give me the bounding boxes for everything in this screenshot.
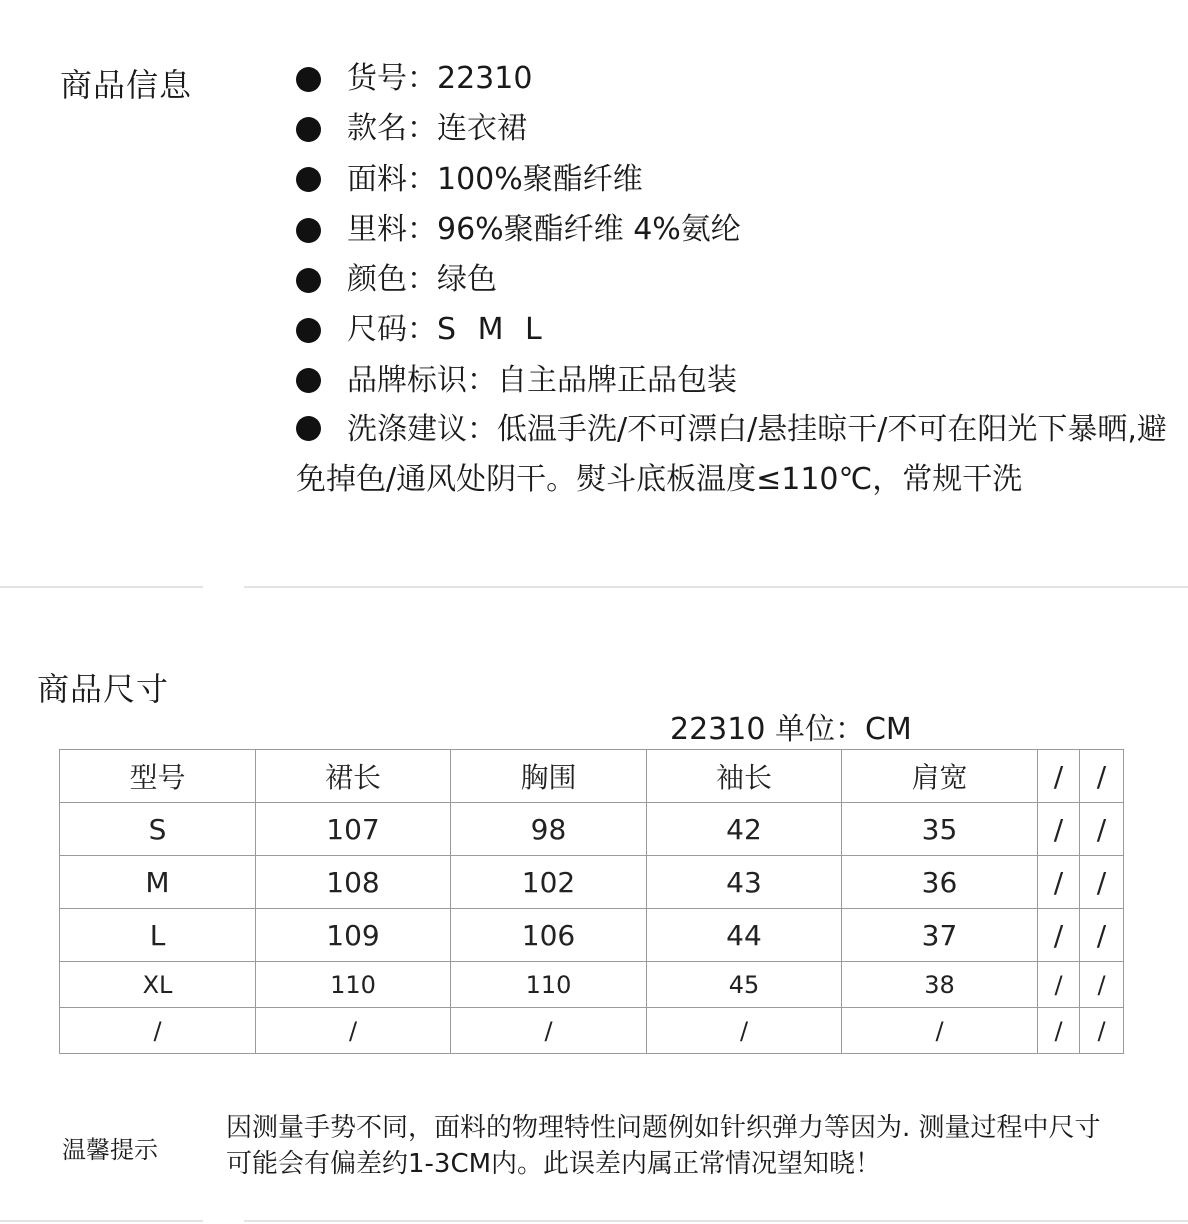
info-value: 自主品牌正品包装 [497,362,737,398]
info-item [296,104,1176,154]
table-cell: / [256,1008,451,1054]
table-row [60,962,1124,1008]
section-divider [244,1220,1188,1222]
info-value: 96%聚酯纤维 4%氨纶 [437,211,741,247]
table-cell: / [647,1008,842,1054]
table-cell: / [1038,962,1080,1008]
table-cell: / [842,1008,1038,1054]
info-label: 颜色 ： [347,255,437,305]
table-cell: / [1080,909,1124,962]
table-cell: 109 [256,909,451,962]
table-cell: 45 [647,962,842,1008]
table-cell: / [1038,803,1080,856]
table-cell: 36 [842,856,1038,909]
tip-label: 温馨提示 [62,1136,158,1164]
table-cell: / [1080,803,1124,856]
size-table [59,749,1124,1054]
info-label: 里料 ： [347,205,437,255]
product-info-list [296,54,1176,406]
table-cell: 42 [647,803,842,856]
table-cell: / [1038,909,1080,962]
section-divider [0,1220,203,1222]
table-row [60,909,1124,962]
table-cell: 44 [647,909,842,962]
info-label: 品牌标识 ： [347,356,497,406]
bullet-icon [296,368,321,393]
bullet-icon [296,416,321,441]
bullet-icon [296,167,321,192]
info-value: 连衣裙 [437,111,527,147]
info-item [296,205,1176,255]
table-cell: / [1038,856,1080,909]
info-item [296,255,1176,305]
table-cell: M [60,856,256,909]
bullet-icon [296,218,321,243]
table-cell: 35 [842,803,1038,856]
info-item [296,54,1176,104]
header-cell: 袖长 [647,750,842,803]
info-label: 尺码 ： [347,305,437,355]
table-cell: / [1080,856,1124,909]
table-header-row [60,750,1124,803]
table-cell: XL [60,962,256,1008]
table-cell: 37 [842,909,1038,962]
table-cell: 110 [451,962,647,1008]
info-value: 22310 [437,61,533,96]
table-cell: / [1038,1008,1080,1054]
wash-instructions [296,405,1176,505]
table-cell: 102 [451,856,647,909]
header-cell: 肩宽 [842,750,1038,803]
table-cell: 43 [647,856,842,909]
header-cell: / [1080,750,1124,803]
table-row [60,1008,1124,1054]
bullet-icon [296,67,321,92]
table-row [60,856,1124,909]
table-cell: 107 [256,803,451,856]
info-value: S M L [437,312,548,348]
section-divider [0,586,203,588]
table-cell: L [60,909,256,962]
bullet-icon [296,318,321,343]
table-cell: / [1080,962,1124,1008]
info-item [296,356,1176,406]
bullet-icon [296,117,321,142]
info-item [296,305,1176,355]
info-label: 款名 ： [347,104,437,154]
table-cell: 108 [256,856,451,909]
info-value: 100%聚酯纤维 [437,161,643,197]
table-cell: / [451,1008,647,1054]
table-cell: 98 [451,803,647,856]
table-cell: 38 [842,962,1038,1008]
table-cell: / [1080,1008,1124,1054]
wash-value: 低温手洗/不可漂白/悬挂晾干/不可在阳光下暴晒,避免掉色/通风处阴干。熨斗底板温度≤110℃，常规干洗 [296,412,1167,497]
header-cell: 型号 [60,750,256,803]
table-cell: S [60,803,256,856]
table-cell: / [60,1008,256,1054]
header-cell: 胸围 [451,750,647,803]
wash-label: 洗涤建议 ： [347,412,497,447]
table-cell: 110 [256,962,451,1008]
info-label: 面料 ： [347,155,437,205]
info-label: 货号 ： [347,54,437,104]
section-divider [244,586,1188,588]
tip-text: 因测量手势不同，面料的物理特性问题例如针织弹力等因为. 测量过程中尺寸可能会有偏差约1-3CM内。此误差内属正常情况望知晓！ [226,1113,1101,1179]
size-info-title: 商品尺寸 [37,670,170,708]
table-cell: 106 [451,909,647,962]
unit-caption: 22310 单位：CM [670,712,912,747]
info-item [296,155,1176,205]
bullet-icon [296,268,321,293]
product-info-title: 商品信息 [60,66,193,104]
table-row [60,803,1124,856]
header-cell: 裙长 [256,750,451,803]
header-cell: / [1038,750,1080,803]
info-value: 绿色 [437,262,497,298]
